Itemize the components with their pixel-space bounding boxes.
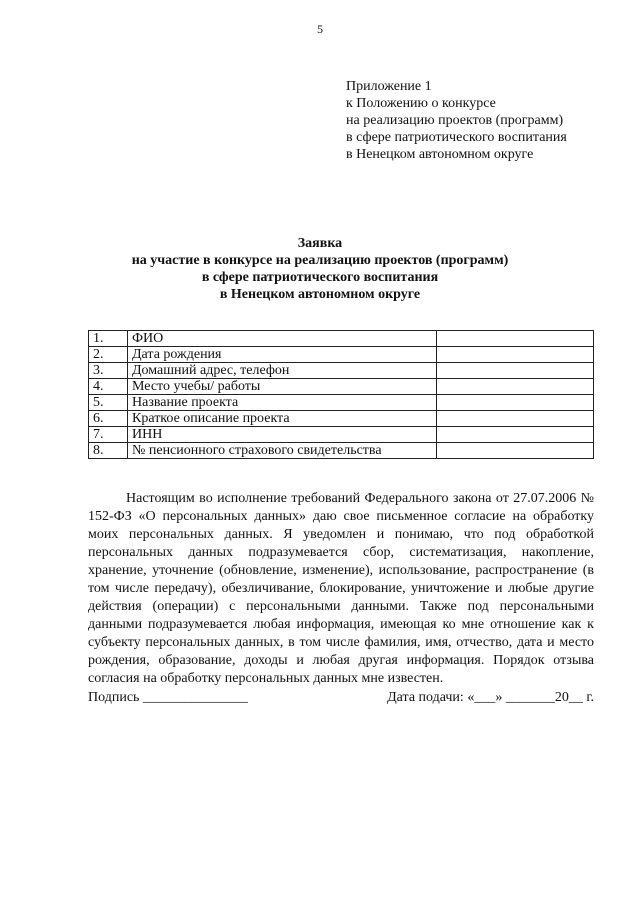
row-number: 4.: [89, 379, 128, 395]
row-number: 6.: [89, 411, 128, 427]
table-row: [89, 379, 594, 395]
signature-label: Подпись: [88, 690, 140, 705]
signature-blank: _______________: [142, 690, 248, 705]
field-value: [437, 427, 594, 443]
row-number: 3.: [89, 363, 128, 379]
table-row: [89, 411, 594, 427]
field-label: № пенсионного страхового свидетельства: [128, 443, 437, 459]
table-row: [89, 347, 594, 363]
row-number: 7.: [89, 427, 128, 443]
field-label: ФИО: [128, 331, 437, 347]
field-label: Домашний адрес, телефон: [128, 363, 437, 379]
title-line: на участие в конкурсе на реализацию проектов (программ): [131, 253, 509, 268]
field-value: [437, 363, 594, 379]
field-value: [437, 347, 594, 363]
field-value: [437, 395, 594, 411]
table-row: [89, 427, 594, 443]
application-form-table: [88, 330, 594, 459]
field-label: Дата рождения: [128, 347, 437, 363]
page-number: 5: [317, 22, 323, 36]
title-line: в Ненецком автономном округе: [219, 287, 421, 302]
table-row: [89, 331, 594, 347]
field-label: Краткое описание проекта: [128, 411, 437, 427]
date-blank: «___» _______20__ г.: [467, 690, 594, 705]
appendix-line: к Положению о конкурсе: [346, 96, 496, 111]
table-row: [89, 395, 594, 411]
document-title: [0, 235, 640, 303]
table-row: [89, 363, 594, 379]
row-number: 5.: [89, 395, 128, 411]
table-row: [89, 443, 594, 459]
field-value: [437, 331, 594, 347]
title-line: в сфере патриотического воспитания: [201, 270, 439, 285]
date-label: Дата подачи:: [387, 690, 464, 705]
title-line: Заявка: [297, 236, 343, 251]
field-label: Название проекта: [128, 395, 437, 411]
field-value: [437, 411, 594, 427]
appendix-line: на реализацию проектов (программ): [346, 113, 564, 128]
appendix-line: Приложение 1: [346, 79, 432, 94]
submission-date-line: [387, 690, 594, 706]
field-value: [437, 379, 594, 395]
consent-paragraph: Настоящим во исполнение требований Федерального закона от 27.07.2006 № 152-ФЗ «О персональных данных» даю свое письменное согласие на обработку моих персональных данных. Я уведомлен и понимаю, что под обработкой персональных данных подразумевается сбор, систематизация, накопление, хранение, уточнение (обновление, изменение), использование, распространение (в том числе передачу), обезличивание, блокирование, уничтожение и любые другие действия (операции) с персональными данными. Также под персональными данными подразумевается любая информация, имеющая ко мне отношение как к субъекту персональных данных, в том числе фамилия, имя, отчество, дата и место рождения, образование, доходы и любая другая информация. Порядок отзыва согласия на обработку персональных данных мне известен.: [88, 491, 594, 686]
row-number: 2.: [89, 347, 128, 363]
field-value: [437, 443, 594, 459]
appendix-line: в Ненецком автономном округе: [346, 147, 534, 162]
appendix-line: в сфере патриотического воспитания: [346, 130, 567, 145]
field-label: Место учебы/ работы: [128, 379, 437, 395]
appendix-header: [346, 78, 567, 163]
row-number: 8.: [89, 443, 128, 459]
row-number: 1.: [89, 331, 128, 347]
signature-line: [88, 690, 248, 706]
field-label: ИНН: [128, 427, 437, 443]
